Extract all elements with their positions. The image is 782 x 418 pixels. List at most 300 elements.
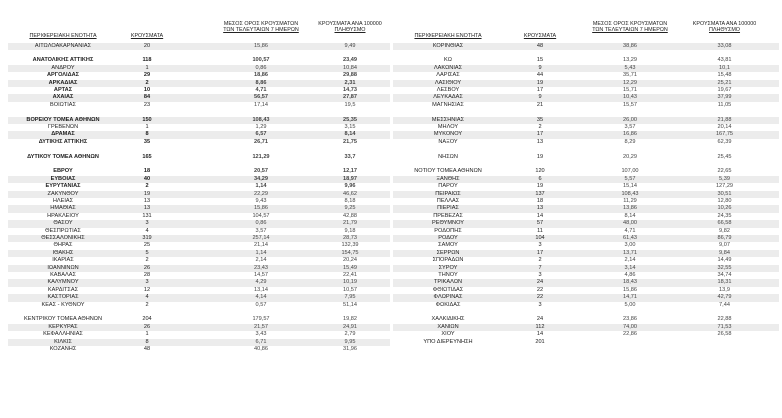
table-row bbox=[8, 316, 390, 323]
table-row bbox=[8, 220, 390, 227]
rate-cell: 19,5 bbox=[344, 101, 356, 108]
rate-cell: 2,79 bbox=[344, 331, 356, 338]
right-header-rate-line1: ΚΡΟΥΣΜΑΤΑ ΑΝΑ 100000 bbox=[692, 21, 757, 27]
rate-cell: 26,58 bbox=[717, 331, 732, 338]
cases-cell: 4 bbox=[145, 294, 149, 301]
rate-cell: 9,49 bbox=[344, 42, 356, 49]
table-row bbox=[8, 272, 390, 279]
cases-cell: 2 bbox=[145, 79, 149, 86]
rate-cell: 21,88 bbox=[717, 116, 732, 123]
avg-cell: 23,43 bbox=[254, 264, 268, 271]
rate-cell: 9,84 bbox=[719, 249, 730, 256]
avg-cell: 2,14 bbox=[255, 257, 267, 264]
cases-cell: 3 bbox=[145, 220, 149, 227]
rate-cell: 9,96 bbox=[344, 183, 356, 190]
rate-cell: 37,99 bbox=[717, 94, 732, 101]
table-row bbox=[393, 139, 779, 146]
rate-cell: 15,49 bbox=[343, 264, 357, 271]
table-row bbox=[8, 279, 390, 286]
avg-cell: 15,57 bbox=[623, 101, 637, 108]
cases-cell: 13 bbox=[143, 198, 151, 204]
avg-cell: 3,57 bbox=[255, 227, 267, 234]
cases-cell: 9 bbox=[538, 64, 542, 71]
rate-cell: 9,82 bbox=[719, 227, 730, 234]
region-cell: ΛΑΚΩΝΙΑΣ bbox=[433, 64, 463, 71]
table-row bbox=[393, 131, 779, 138]
cases-cell: 3 bbox=[538, 301, 542, 308]
rate-cell: 154,75 bbox=[341, 249, 359, 256]
avg-cell: 257,14 bbox=[252, 235, 270, 241]
rate-cell: 167,75 bbox=[715, 131, 734, 138]
region-cell: ΘΗΡΑΣ bbox=[53, 242, 73, 249]
avg-cell: 35,71 bbox=[623, 72, 637, 79]
cases-cell: 19 bbox=[143, 190, 151, 197]
right-header-avg-line2: ΤΩΝ ΤΕΛΕΥΤΑΙΩΝ 7 ΗΜΕΡΩΝ bbox=[592, 27, 668, 34]
table-row bbox=[393, 72, 779, 79]
rate-cell: 10,26 bbox=[717, 205, 732, 212]
rate-cell: 43,81 bbox=[717, 57, 732, 64]
region-cell: ΙΘΑΚΗΣ bbox=[52, 249, 74, 256]
cases-cell: 204 bbox=[142, 316, 152, 323]
region-cell: ΖΑΚΥΝΘΟΥ bbox=[47, 190, 79, 197]
cases-cell: 48 bbox=[536, 42, 544, 49]
rate-cell: 66,58 bbox=[717, 220, 732, 227]
rate-cell: 51,14 bbox=[343, 301, 357, 308]
region-cell: ΠΑΡΟΥ bbox=[438, 183, 458, 190]
avg-cell: 15,86 bbox=[623, 286, 637, 293]
avg-cell: 121,29 bbox=[252, 153, 270, 160]
rate-cell: 42,88 bbox=[343, 212, 357, 219]
avg-cell: 23,86 bbox=[623, 316, 637, 323]
region-cell: ΠΙΕΡΙΑΣ bbox=[437, 205, 459, 212]
rate-cell: 18,97 bbox=[343, 175, 357, 182]
table-row bbox=[8, 43, 390, 50]
avg-cell: 3,57 bbox=[624, 124, 636, 130]
rate-cell: 7,44 bbox=[719, 301, 730, 308]
table-row bbox=[8, 183, 390, 190]
table-row bbox=[8, 287, 390, 294]
avg-cell: 4,86 bbox=[624, 272, 636, 278]
table-row bbox=[393, 242, 779, 249]
table-row bbox=[393, 176, 779, 183]
cases-cell: 2 bbox=[145, 257, 149, 264]
rate-cell: 28,73 bbox=[343, 235, 357, 241]
table-row bbox=[8, 117, 390, 124]
table-row bbox=[393, 124, 779, 131]
avg-cell: 15,71 bbox=[623, 87, 637, 93]
region-cell: ΘΑΣΟΥ bbox=[53, 220, 73, 227]
avg-cell: 13,14 bbox=[254, 286, 268, 293]
cases-cell: 120 bbox=[535, 168, 545, 175]
region-cell: ΚΑΣΤΟΡΙΑΣ bbox=[47, 294, 79, 301]
rate-cell: 25,35 bbox=[343, 116, 357, 123]
table-row bbox=[393, 205, 779, 212]
avg-cell: 16,86 bbox=[623, 131, 637, 138]
rate-cell: 3,15 bbox=[344, 124, 356, 130]
region-cell: ΚΕΦΑΛΛΗΝΙΑΣ bbox=[43, 331, 83, 338]
table-row bbox=[393, 302, 779, 309]
region-cell: ΔΥΤΙΚΗΣ ΑΤΤΙΚΗΣ bbox=[38, 138, 88, 145]
table-row bbox=[393, 257, 779, 264]
avg-cell: 0,86 bbox=[255, 220, 267, 227]
avg-cell: 48,00 bbox=[623, 220, 637, 227]
region-cell: ΚΕΡΚΥΡΑΣ bbox=[48, 323, 78, 330]
table-row bbox=[393, 183, 779, 190]
cases-cell: 118 bbox=[142, 57, 152, 64]
region-cell: ΑΡΚΑΔΙΑΣ bbox=[48, 79, 78, 86]
table-row bbox=[8, 235, 390, 242]
avg-cell: 3,00 bbox=[624, 242, 636, 249]
table-row bbox=[393, 339, 779, 346]
rate-cell: 15,48 bbox=[717, 72, 732, 79]
table-row bbox=[393, 80, 779, 87]
cases-cell: 18 bbox=[536, 198, 544, 204]
avg-cell: 61,43 bbox=[623, 235, 637, 241]
cases-cell: 35 bbox=[143, 138, 151, 145]
rate-cell: 9,07 bbox=[719, 242, 730, 249]
cases-cell: 7 bbox=[538, 264, 542, 271]
avg-cell: 8,86 bbox=[255, 79, 267, 86]
avg-cell: 9,43 bbox=[255, 198, 267, 204]
rate-cell: 46,62 bbox=[343, 190, 357, 197]
region-cell: ΗΜΑΘΙΑΣ bbox=[50, 205, 76, 212]
table-row bbox=[8, 168, 390, 175]
right-header-avg bbox=[575, 21, 685, 34]
table-row bbox=[8, 102, 390, 109]
table-row bbox=[8, 176, 390, 183]
cases-cell: 28 bbox=[143, 272, 151, 278]
right-header-rate bbox=[672, 21, 777, 34]
avg-cell: 40,86 bbox=[254, 346, 268, 352]
rate-cell: 9,25 bbox=[344, 205, 356, 212]
table-row bbox=[393, 102, 779, 109]
region-cell: ΜΑΓΝΗΣΙΑΣ bbox=[432, 101, 464, 108]
cases-cell: 10 bbox=[143, 87, 151, 93]
cases-cell: 5 bbox=[145, 249, 149, 256]
rate-cell: 11,05 bbox=[717, 101, 732, 108]
cases-cell: 1 bbox=[145, 124, 149, 130]
cases-cell: 17 bbox=[536, 87, 544, 93]
cases-cell: 112 bbox=[535, 323, 545, 330]
avg-cell: 15,86 bbox=[254, 42, 268, 49]
region-cell: ΝΗΣΩΝ bbox=[438, 153, 458, 160]
region-cell: ΘΕΣΠΡΩΤΙΑΣ bbox=[45, 227, 81, 234]
left-header-region: ΠΕΡΙΦΕΡΕΙΑΚΗ ΕΝΟΤΗΤΑ bbox=[29, 33, 97, 39]
avg-cell: 13,29 bbox=[623, 57, 637, 64]
region-cell: ΧΑΝΙΩΝ bbox=[437, 323, 459, 330]
region-cell: ΕΥΒΟΙΑΣ bbox=[50, 175, 76, 182]
cases-cell: 29 bbox=[143, 72, 151, 79]
avg-cell: 8,29 bbox=[624, 138, 636, 145]
cases-cell: 13 bbox=[143, 205, 151, 212]
avg-cell: 8,14 bbox=[624, 212, 636, 219]
avg-cell: 74,00 bbox=[623, 323, 637, 330]
region-cell: ΜΕΣΣΗΝΙΑΣ bbox=[431, 116, 465, 123]
region-cell: ΑΙΤΩΛΟΑΚΑΡΝΑΝΙΑΣ bbox=[34, 42, 92, 49]
avg-cell: 1,29 bbox=[255, 124, 267, 130]
avg-cell: 26,00 bbox=[623, 116, 637, 123]
table-row bbox=[8, 346, 390, 353]
region-cell: ΚΕΑΣ - ΚΥΘΝΟΥ bbox=[41, 301, 85, 308]
region-cell: ΣΕΡΡΩΝ bbox=[436, 249, 460, 256]
table-row bbox=[8, 124, 390, 131]
rate-cell: 25,21 bbox=[717, 79, 732, 86]
left-header-rate-line2: ΠΛΗΘΥΣΜΟ bbox=[334, 27, 366, 34]
table-row bbox=[393, 287, 779, 294]
rate-cell: 10,1 bbox=[719, 64, 730, 71]
cases-cell: 11 bbox=[537, 227, 543, 234]
table-row bbox=[8, 257, 390, 264]
avg-cell: 13,86 bbox=[623, 205, 637, 212]
region-cell: ΒΟΙΩΤΙΑΣ bbox=[50, 101, 76, 108]
region-cell: ΔΥΤΙΚΟΥ ΤΟΜΕΑ ΑΘΗΝΩΝ bbox=[27, 153, 99, 160]
table-row bbox=[8, 131, 390, 138]
avg-cell: 18,86 bbox=[254, 72, 268, 79]
table-row bbox=[393, 324, 779, 331]
cases-cell: 13 bbox=[536, 138, 544, 145]
right-header-rate-line2: ΠΛΗΘΥΣΜΟ bbox=[708, 27, 741, 34]
rate-cell: 20,14 bbox=[717, 124, 732, 130]
rate-cell: 127,29 bbox=[715, 183, 734, 190]
avg-cell: 26,71 bbox=[254, 138, 268, 145]
table-row bbox=[8, 205, 390, 212]
table-row bbox=[8, 57, 390, 64]
region-cell: ΝΑΞΟΥ bbox=[438, 138, 458, 145]
cases-cell: 44 bbox=[536, 72, 544, 79]
cases-cell: 8 bbox=[145, 131, 149, 138]
avg-cell: 179,57 bbox=[252, 316, 270, 323]
cases-cell: 8 bbox=[145, 338, 149, 345]
table-row bbox=[8, 139, 390, 146]
cases-cell: 21 bbox=[536, 101, 544, 108]
left-header-avg-line2: ΤΩΝ ΤΕΛΕΥΤΑΙΩΝ 7 ΗΜΕΡΩΝ bbox=[223, 27, 299, 34]
cases-cell: 40 bbox=[143, 175, 151, 182]
avg-cell: 20,29 bbox=[623, 153, 637, 160]
avg-cell: 22,86 bbox=[623, 331, 637, 338]
table-row bbox=[8, 94, 390, 101]
region-cell: ΚΑΒΑΛΑΣ bbox=[50, 272, 76, 278]
table-row bbox=[393, 235, 779, 242]
table-row bbox=[393, 250, 779, 257]
avg-cell: 4,29 bbox=[255, 279, 267, 286]
avg-cell: 6,57 bbox=[255, 131, 267, 138]
rate-cell: 20,24 bbox=[343, 257, 357, 264]
table-row bbox=[8, 87, 390, 94]
region-cell: ΥΠΟ ΔΙΕΡΕΥΝΗΣΗ bbox=[423, 338, 473, 345]
cases-cell: 3 bbox=[538, 272, 542, 278]
table-row bbox=[393, 65, 779, 72]
region-cell: ΚΩ bbox=[444, 57, 452, 64]
cases-cell: 1 bbox=[145, 64, 149, 71]
cases-cell: 19 bbox=[536, 183, 544, 190]
rate-cell: 21,75 bbox=[343, 138, 357, 145]
rate-cell: 22,88 bbox=[717, 316, 732, 323]
avg-cell: 5,00 bbox=[624, 301, 636, 308]
rate-cell: 34,74 bbox=[717, 272, 732, 278]
cases-cell: 3 bbox=[538, 242, 542, 249]
region-cell: ΣΥΡΟΥ bbox=[438, 264, 458, 271]
region-cell: ΡΟΔΟΠΗΣ bbox=[434, 227, 462, 234]
cases-cell: 2 bbox=[145, 183, 149, 190]
table-row bbox=[393, 220, 779, 227]
table-row bbox=[393, 117, 779, 124]
cases-cell: 165 bbox=[142, 153, 152, 160]
region-cell: ΝΟΤΙΟΥ ΤΟΜΕΑ ΑΘΗΝΩΝ bbox=[414, 168, 482, 175]
cases-cell: 12 bbox=[143, 286, 151, 293]
region-cell: ΚΕΝΤΡΙΚΟΥ ΤΟΜΕΑ ΑΘΗΝΩΝ bbox=[23, 316, 102, 323]
table-row bbox=[8, 228, 390, 235]
rate-cell: 31,96 bbox=[343, 346, 357, 352]
avg-cell: 11,29 bbox=[623, 198, 637, 204]
cases-cell: 201 bbox=[535, 338, 545, 345]
cases-cell: 6 bbox=[538, 175, 542, 182]
cases-cell: 104 bbox=[535, 235, 545, 241]
region-cell: ΦΛΩΡΙΝΑΣ bbox=[433, 294, 463, 301]
table-row bbox=[393, 198, 779, 205]
region-cell: ΙΚΑΡΙΑΣ bbox=[52, 257, 74, 264]
region-cell: ΚΟΖΑΝΗΣ bbox=[49, 346, 77, 352]
cases-cell: 150 bbox=[142, 116, 152, 123]
table-row bbox=[393, 57, 779, 64]
avg-cell: 14,71 bbox=[623, 294, 637, 301]
right-header-cases: ΚΡΟΥΣΜΑΤΑ bbox=[523, 33, 557, 39]
rate-cell: 18,31 bbox=[717, 279, 732, 286]
region-cell: ΡΟΔΟΥ bbox=[438, 235, 458, 241]
table-row bbox=[8, 324, 390, 331]
left-header-rate-line1: ΚΡΟΥΣΜΑΤΑ ΑΝΑ 100000 bbox=[318, 21, 382, 27]
cases-cell: 19 bbox=[536, 79, 544, 86]
table-row bbox=[393, 272, 779, 279]
right-header-avg-line1: ΜΕΣΟΣ ΟΡΟΣ ΚΡΟΥΣΜΑΤΩΝ bbox=[592, 21, 668, 27]
cases-cell: 319 bbox=[142, 235, 152, 241]
region-cell: ΤΗΝΟΥ bbox=[438, 272, 458, 278]
region-cell: ΓΡΕΒΕΝΩΝ bbox=[47, 124, 79, 130]
rate-cell: 33,08 bbox=[717, 42, 732, 49]
cases-cell: 57 bbox=[536, 220, 544, 227]
cases-cell: 2 bbox=[145, 301, 149, 308]
table-row bbox=[393, 228, 779, 235]
rate-cell: 30,51 bbox=[717, 190, 732, 197]
region-cell: ΑΝΔΡΟΥ bbox=[51, 64, 75, 71]
table-row bbox=[8, 154, 390, 161]
avg-cell: 22,29 bbox=[254, 190, 268, 197]
cases-cell: 25 bbox=[143, 242, 151, 249]
region-cell: ΣΠΟΡΑΔΩΝ bbox=[432, 257, 464, 264]
table-row bbox=[393, 154, 779, 161]
rate-cell: 9,95 bbox=[344, 338, 356, 345]
table-row bbox=[393, 279, 779, 286]
rate-cell: 71,53 bbox=[717, 323, 732, 330]
rate-cell: 27,87 bbox=[343, 94, 357, 101]
avg-cell: 2,14 bbox=[624, 257, 636, 264]
rate-cell: 33,7 bbox=[344, 153, 356, 160]
rate-cell: 22,65 bbox=[717, 168, 732, 175]
table-row bbox=[8, 265, 390, 272]
region-cell: ΛΕΣΒΟΥ bbox=[436, 87, 460, 93]
region-cell: ΠΕΙΡΑΙΩΣ bbox=[435, 190, 461, 197]
region-cell: ΚΟΡΙΝΘΙΑΣ bbox=[432, 42, 464, 49]
cases-cell: 20 bbox=[143, 42, 151, 49]
cases-cell: 1 bbox=[145, 331, 149, 338]
rate-cell: 9,18 bbox=[344, 227, 356, 234]
cases-cell: 26 bbox=[143, 264, 151, 271]
table-row bbox=[8, 250, 390, 257]
region-cell: ΜΥΚΟΝΟΥ bbox=[433, 131, 463, 138]
table-row bbox=[8, 242, 390, 249]
avg-cell: 1,14 bbox=[255, 249, 267, 256]
avg-cell: 3,43 bbox=[255, 331, 267, 338]
region-cell: ΑΡΤΑΣ bbox=[53, 87, 73, 93]
table-row bbox=[393, 43, 779, 50]
rate-cell: 23,49 bbox=[343, 57, 357, 64]
cases-cell: 84 bbox=[143, 94, 151, 101]
rate-cell: 10,84 bbox=[343, 64, 357, 71]
cases-cell: 3 bbox=[145, 279, 149, 286]
region-cell: ΠΡΕΒΕΖΑΣ bbox=[433, 212, 463, 219]
table-row bbox=[8, 331, 390, 338]
cases-cell: 14 bbox=[536, 212, 544, 219]
table-row bbox=[8, 65, 390, 72]
avg-cell: 10,43 bbox=[623, 94, 637, 101]
region-cell: ΔΡΑΜΑΣ bbox=[51, 131, 75, 138]
table-row bbox=[393, 213, 779, 220]
rate-cell: 86,79 bbox=[717, 235, 732, 241]
table-row bbox=[393, 294, 779, 301]
region-cell: ΛΕΥΚΑΔΑΣ bbox=[433, 94, 463, 101]
cases-cell: 23 bbox=[143, 101, 151, 108]
table-row bbox=[393, 316, 779, 323]
avg-cell: 17,14 bbox=[254, 101, 268, 108]
cases-cell: 35 bbox=[536, 116, 544, 123]
cases-cell: 137 bbox=[535, 190, 545, 197]
table-row bbox=[8, 339, 390, 346]
rate-cell: 10,57 bbox=[343, 286, 357, 293]
cases-cell: 13 bbox=[536, 205, 544, 212]
cases-cell: 15 bbox=[536, 57, 544, 64]
cases-cell: 4 bbox=[145, 227, 149, 234]
table-row bbox=[393, 94, 779, 101]
cases-cell: 48 bbox=[143, 346, 151, 352]
avg-cell: 4,14 bbox=[255, 294, 267, 301]
region-cell: ΒΟΡΕΙΟΥ ΤΟΜΕΑ ΑΘΗΝΩΝ bbox=[26, 116, 100, 123]
avg-cell: 0,57 bbox=[255, 301, 267, 308]
avg-cell: 4,71 bbox=[255, 87, 267, 93]
region-cell: ΛΑΡΙΣΑΣ bbox=[436, 72, 460, 79]
rate-cell: 32,55 bbox=[717, 264, 732, 271]
rate-cell: 21,79 bbox=[343, 220, 357, 227]
table-row bbox=[8, 213, 390, 220]
rate-cell: 42,79 bbox=[717, 294, 732, 301]
rate-cell: 24,91 bbox=[343, 323, 357, 330]
region-cell: ΚΙΛΚΙΣ bbox=[54, 338, 72, 345]
avg-cell: 1,14 bbox=[255, 183, 267, 190]
table-row bbox=[393, 168, 779, 175]
avg-cell: 100,57 bbox=[252, 57, 270, 64]
rate-cell: 7,95 bbox=[344, 294, 356, 301]
avg-cell: 108,43 bbox=[621, 190, 639, 197]
table-row bbox=[8, 191, 390, 198]
avg-cell: 15,14 bbox=[623, 183, 637, 190]
avg-cell: 56,57 bbox=[254, 94, 268, 101]
rate-cell: 14,73 bbox=[343, 87, 357, 93]
cases-cell: 17 bbox=[536, 131, 544, 138]
cases-cell: 24 bbox=[536, 316, 544, 323]
cases-cell: 2 bbox=[538, 124, 542, 130]
avg-cell: 107,00 bbox=[621, 168, 639, 175]
rate-cell: 62,39 bbox=[717, 138, 732, 145]
avg-cell: 5,43 bbox=[624, 64, 636, 71]
region-cell: ΗΡΑΚΛΕΙΟΥ bbox=[47, 212, 79, 219]
